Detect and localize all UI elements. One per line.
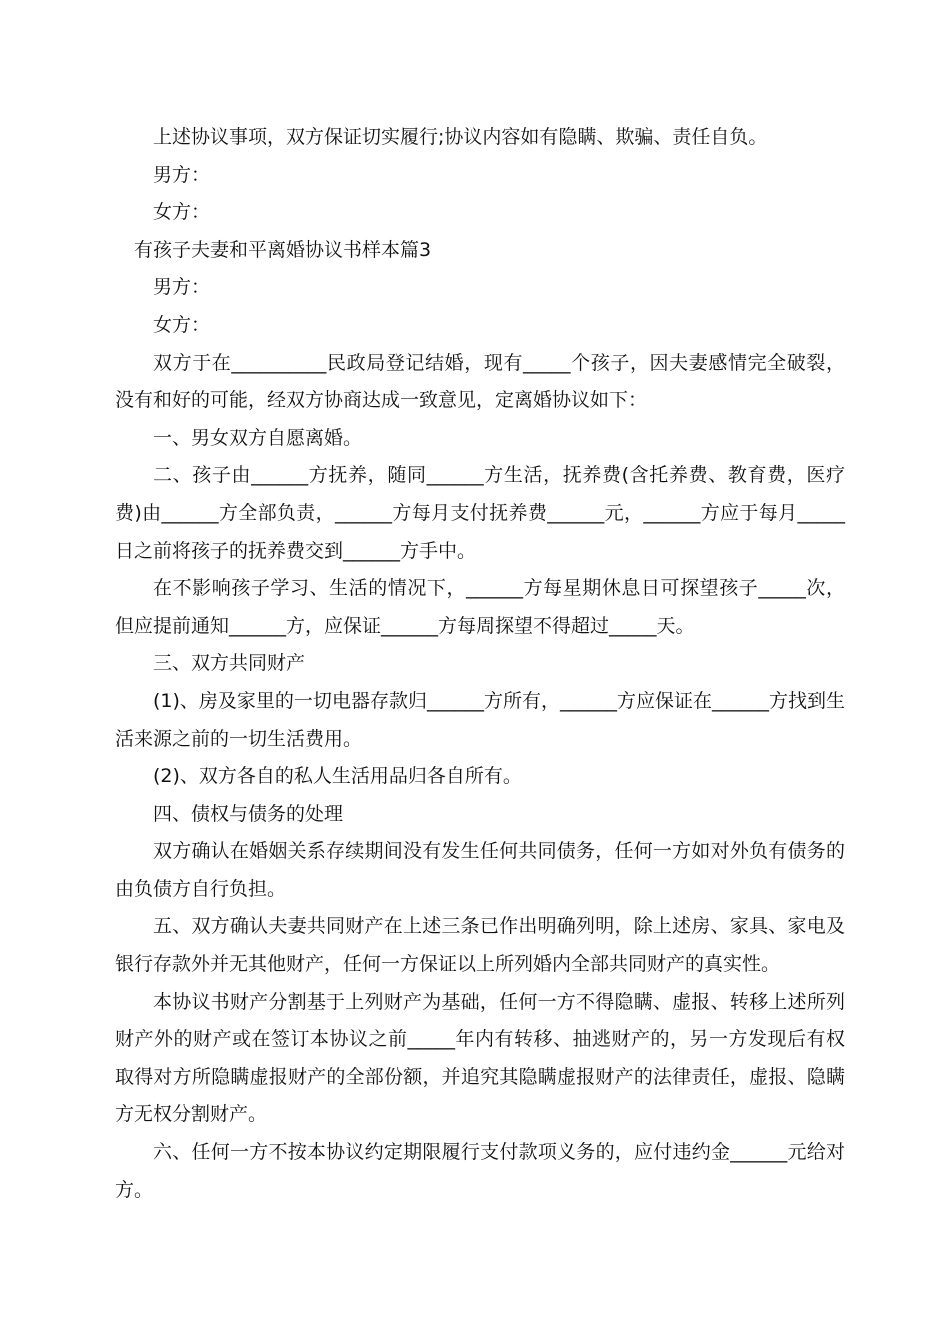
clause-six: 六、任何一方不按本协议约定期限履行支付款项义务的，应付违约金______元给对方。: [115, 1141, 845, 1201]
clause-five: 五、双方确认夫妻共同财产在上述三条已作出明确列明，除上述房、家具、家电及银行存款外并无其他财产，任何一方保证以上所列婚内全部共同财产的真实性。: [115, 915, 845, 976]
wife-label: 女方：: [153, 201, 211, 224]
clause-three-heading: 三、双方共同财产: [153, 652, 306, 675]
property-item-one: (1)、房及家里的一切电器存款归______方所有，______方应保证在______方找到生活来源之前的一切生活费用。: [115, 689, 845, 750]
clause-one: 一、男女双方自愿离婚。: [153, 426, 363, 449]
debt-clause: 双方确认在婚姻关系存续期间没有发生任何共同债务，任何一方如对外负有债务的由负债方自行负担。: [115, 840, 845, 900]
marriage-statement: 双方于在__________民政局登记结婚，现有_____个孩子，因夫妻感情完全破裂，没有和好的可能，经双方协商达成一致意见，定离婚协议如下：: [115, 351, 845, 412]
document-body: [115, 119, 845, 1209]
clause-two: 二、孩子由______方抚养，随同______方生活，抚养费(含托养费、教育费，医疗费)由______方全部负责，______方每月支付抚养费______元，______方应于每月_____日之前将孩子的抚养费交到______方手中。: [115, 464, 845, 562]
husband-label: 男方：: [153, 276, 211, 299]
visitation-clause: 在不影响孩子学习、生活的情况下，______方每星期休息日可探望孩子_____次，但应提前通知______方，应保证______方每周探望不得超过_____天。: [115, 577, 845, 637]
property-division-clause: 本协议书财产分割基于上列财产为基础，任何一方不得隐瞒、虚报、转移上述所列财产外的财产或在签订本协议之前_____年内有转移、抽逃财产的，另一方发现后有权取得对方所隐瞒虚报财产的全部份额，并追究其隐瞒虚报财产的法律责任，虚报、隐瞒方无权分割财产。: [115, 990, 845, 1126]
property-item-two: (2)、双方各自的私人生活用品归各自所有。: [153, 765, 522, 788]
clause-four-heading: 四、债权与债务的处理: [153, 802, 344, 825]
agreement-statement: 上述协议事项，双方保证切实履行;协议内容如有隐瞒、欺骗、责任自负。: [153, 126, 768, 148]
husband-label: 男方：: [153, 163, 211, 186]
section-title: 有孩子夫妻和平离婚协议书样本篇3: [134, 238, 432, 261]
wife-label: 女方：: [153, 313, 211, 336]
